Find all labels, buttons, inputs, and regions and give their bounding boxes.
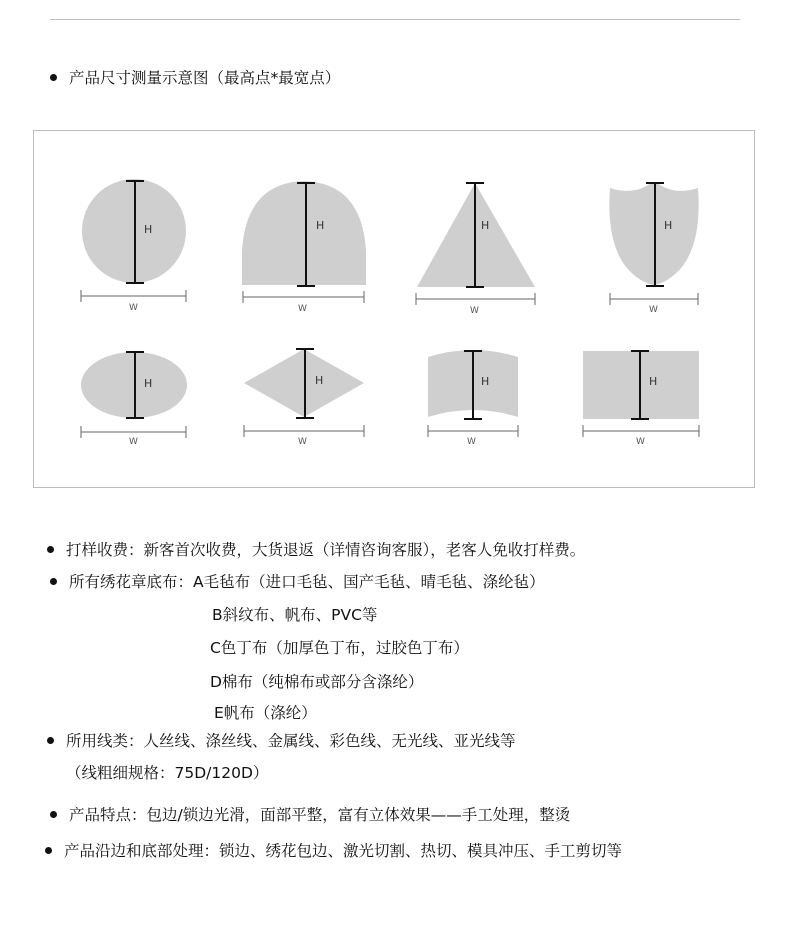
- edge-processing-text: 产品沿边和底部处理：锁边、绣花包边、激光切割、热切、模具冲压、手工剪切等: [64, 842, 623, 860]
- fabric-line: [50, 570, 545, 592]
- fabric-b-text: B斜纹布、帆布、PVC等: [212, 606, 378, 624]
- diagram-canvas: [34, 131, 756, 489]
- height-label: H: [144, 377, 153, 390]
- features-text: 产品特点：包边/锁边光滑，面部平整，富有立体效果——手工处理，整烫: [69, 806, 571, 824]
- rectangle-shape-figure: [583, 351, 699, 447]
- shield-shape-figure: [609, 183, 698, 315]
- height-label: H: [144, 223, 153, 236]
- heading-line: [50, 66, 340, 88]
- diamond-shape-figure: [244, 349, 364, 447]
- height-label: H: [649, 375, 658, 388]
- bullet-icon: [50, 74, 57, 81]
- ellipse-shape-figure: [81, 352, 187, 447]
- width-label: W: [129, 303, 138, 313]
- height-label: H: [664, 219, 673, 232]
- measurement-diagram: [33, 130, 755, 488]
- bullet-icon: [50, 811, 57, 818]
- arch-shape: [242, 181, 366, 285]
- width-label: W: [467, 437, 476, 447]
- top-divider: [50, 19, 740, 20]
- curved-banner-shape-figure: [428, 350, 518, 447]
- arch-shape-figure: [242, 181, 366, 314]
- height-label: H: [315, 374, 324, 387]
- diagram-heading: 产品尺寸测量示意图（最高点*最宽点）: [69, 69, 341, 87]
- fabric-e-text: E帆布（涤纶）: [214, 704, 317, 722]
- sampling-fee-text: 打样收费：新客首次收费，大货退返（详情咨询客服），老客人免收打样费。: [66, 541, 586, 559]
- edge-processing-line: [45, 839, 622, 861]
- sampling-fee-line: [47, 538, 585, 560]
- height-label: H: [316, 219, 325, 232]
- bullet-icon: [50, 578, 57, 585]
- bullet-icon: [45, 847, 52, 854]
- features-line: [50, 803, 570, 825]
- triangle-shape-figure: [416, 183, 535, 316]
- fabric-d-text: D棉布（纯棉布或部分含涤纶）: [210, 673, 424, 691]
- height-label: H: [481, 219, 490, 232]
- width-label: W: [298, 437, 307, 447]
- width-label: W: [636, 437, 645, 447]
- height-label: H: [481, 375, 490, 388]
- width-label: W: [649, 305, 658, 315]
- threads-text: 所用线类：人丝线、涤丝线、金属线、彩色线、无光线、亚光线等: [66, 732, 516, 750]
- width-label: W: [298, 304, 307, 314]
- threads-line: [47, 729, 516, 751]
- bullet-icon: [47, 737, 54, 744]
- fabric-a-text: 所有绣花章底布：A毛毡布（进口毛毡、国产毛毡、晴毛毡、涤纶毡）: [69, 573, 545, 591]
- circle-shape-figure: [81, 179, 186, 313]
- fabric-c-text: C色丁布（加厚色丁布，过胶色丁布）: [210, 639, 469, 657]
- width-label: W: [129, 437, 138, 447]
- width-label: W: [470, 306, 479, 316]
- thread-spec-text: （线粗细规格：75D/120D）: [66, 764, 269, 782]
- bullet-icon: [47, 546, 54, 553]
